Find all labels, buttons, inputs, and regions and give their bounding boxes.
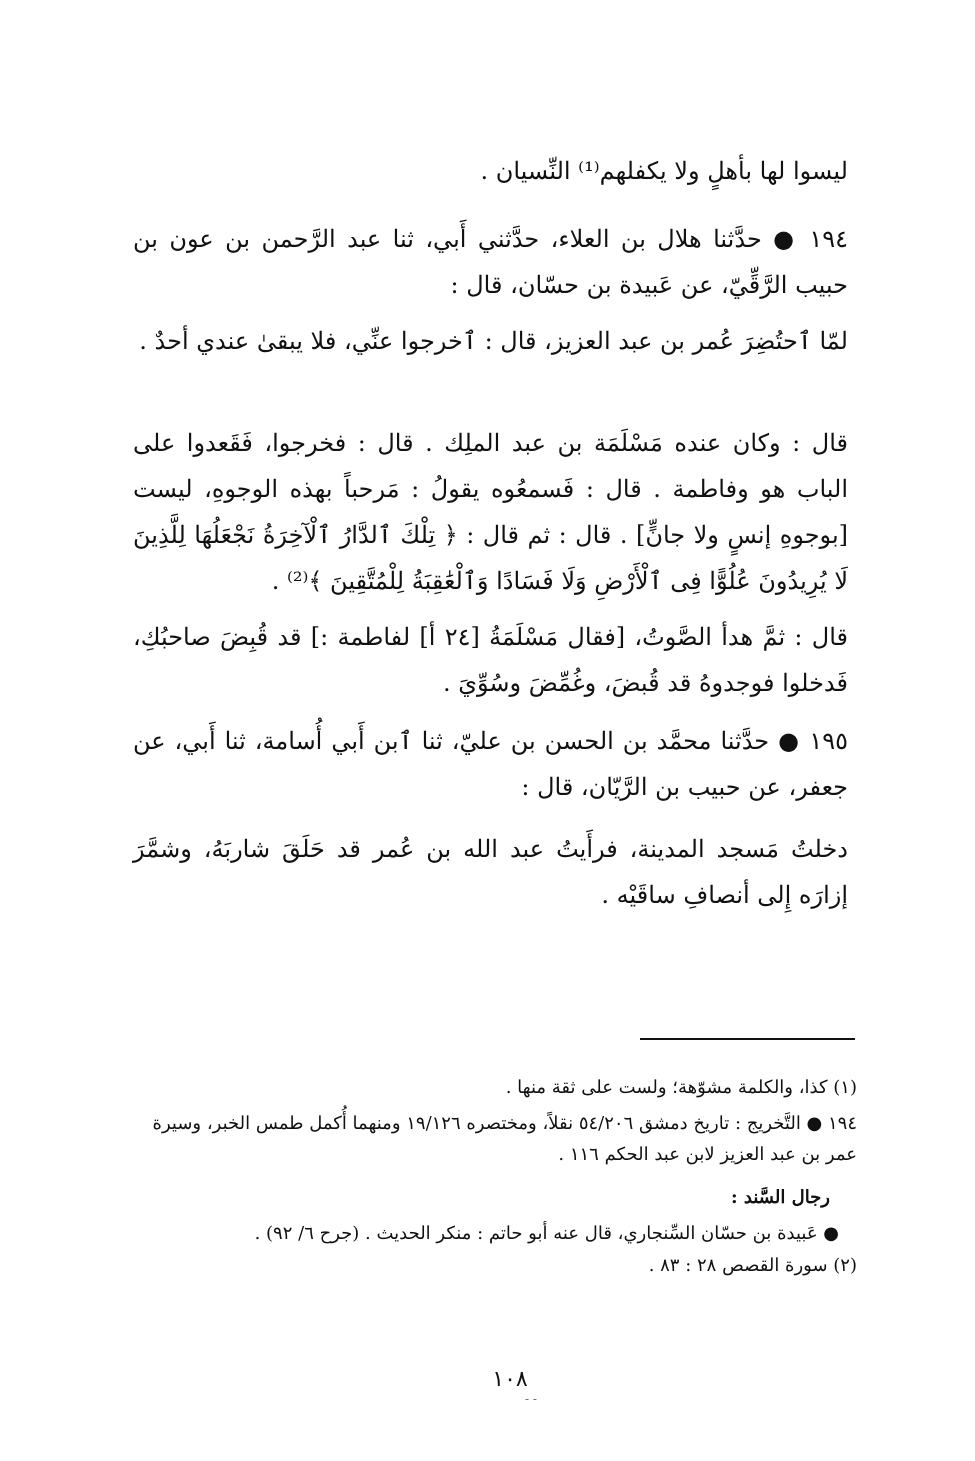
footnote-separator xyxy=(640,1038,855,1040)
footnote-takhrij: ١٩٤ ● التَّخريج : تاريخ دمشق ٥٤/٢٠٦ نقلاً، ومختصره ١٩/١٢٦ ومنهما أُكمل طمس الخبر، وسيرة عمر بن عبد العزيز لابن عبد الحكم ١١٦ . xyxy=(152,1113,857,1165)
hadith-194-isnad: ١٩٤ ● حدَّثنا هلال بن العلاء، حدَّثني أَبي، ثنا عبد الرَّحمن بن عون بن حبيب الرَّقِّيّ، عن عَبيدة بن حسّان، قال : xyxy=(133,225,848,299)
page-number-ornament: - - xyxy=(525,1392,537,1406)
footnote-1: (١) كذا، والكلمة مشوّهة؛ ولست على ثقة منها . xyxy=(505,1077,857,1098)
hadith-194-matn-1: لمّا ٱحتُضِرَ عُمر بن عبد العزيز، قال : ٱخرجوا عنِّي، فلا يبقىٰ عندي أحدٌ . xyxy=(139,327,848,355)
hadith-195-matn: دخلتُ مَسجد المدينة، فرأَيتُ عبد الله بن عُمر قد حَلَقَ شاربَهُ، وشمَّرَ إزارَه إِلى أنصافِ ساقَيْه . xyxy=(133,835,848,909)
footnote-rijal-heading: رجال السَّند : xyxy=(731,1187,830,1208)
hadith-194-matn-2: قال : وكان عنده مَسْلَمَة بن عبد الملِك . قال : فخرجوا، فَقَعدوا على الباب هو وفاطمة . قال : فَسمعُوه يقولُ : مَرحباً بهذه الوجوهِ، ليست [بوجوهِ إنسٍ ولا جانٍّ] . قال : ثم قال : ﴿ تِلْكَ ٱلدَّارُ ٱلْآخِرَةُ نَجْعَلُهَا لِلَّذِينَ لَا يُرِيدُونَ عُلُوًّا فِى ٱلْأَرْضِ وَلَا فَسَادًا وَٱلْعَٰقِبَةُ لِلْمُتَّقِينَ ﴾⁽²⁾ . xyxy=(133,429,848,595)
paragraph-closing-line: ليسوا لها بأهلٍ ولا يكفلهم⁽¹⁾ النِّسيان . xyxy=(480,157,848,185)
hadith-195-isnad: ١٩٥ ● حدَّثنا محمَّد بن الحسن بن عليّ، ثنا ٱبن أَبي أُسامة، ثنا أَبي، عن جعفر، عن حبيب بن الرَّيّان، قال : xyxy=(133,727,848,801)
hadith-194-matn-3: قال : ثمَّ هدأ الصَّوتُ، [فقال مَسْلَمَةُ [٢٤ أ] لفاطمة :] قد قُبِضَ صاحبُكِ، فَدخلوا فوجدوهُ قد قُبضَ، وغُمِّضَ وسُوِّيَ . xyxy=(133,623,849,697)
footnote-rijal-item: ● عَبيدة بن حسّان السِّنجاري، قال عنه أبو حاتم : منكر الحديث . (جرح ٦/ ٩٢) . xyxy=(254,1223,839,1244)
page-number: ١٠٨ xyxy=(492,1367,528,1392)
footnote-2: (٢) سورة القصص ٢٨ : ٨٣ . xyxy=(648,1255,857,1276)
